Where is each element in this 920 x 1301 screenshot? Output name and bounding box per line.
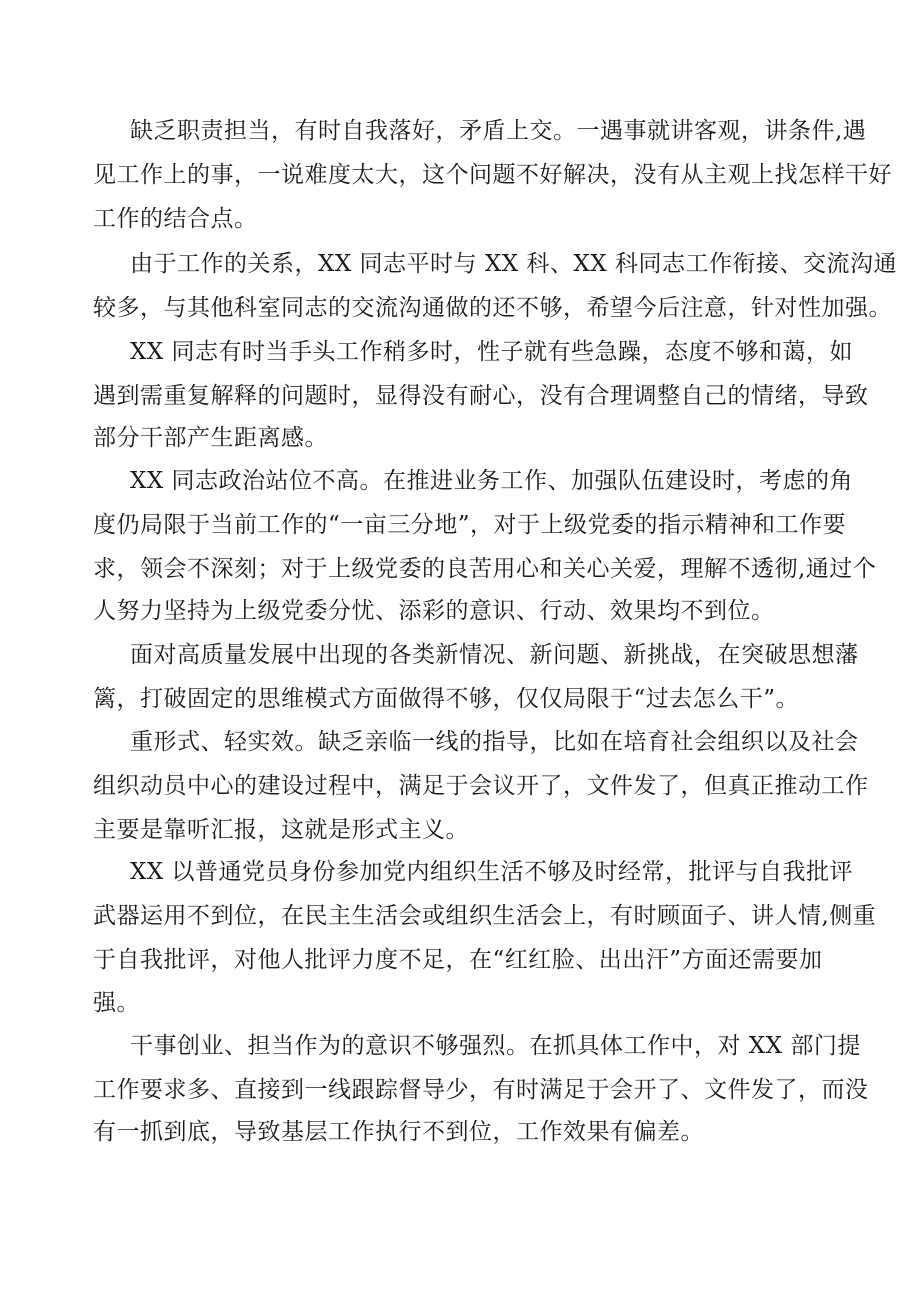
paragraph-1-line-3: 工作的结合点。 xyxy=(93,206,258,232)
paragraph-3-line-1: XX 同志有时当手头工作稍多时，性子就有些急躁，态度不够和蔼，如 xyxy=(130,339,854,365)
paragraph-4-line-2: 度仍局限于当前工作的“一亩三分地”，对于上级党委的指示精神和工作要 xyxy=(93,512,847,538)
paragraph-2-line-2: 较多，与其他科室同志的交流沟通做的还不够，希望今后注意，针对性加强。 xyxy=(93,295,892,321)
paragraph-6-line-1: 重形式、轻实效。缺乏亲临一线的指导，比如在培育社会组织以及社会 xyxy=(130,729,859,755)
paragraph-8-line-1: 干事创业、担当作为的意识不够强烈。在抓具体工作中，对 XX 部门提 xyxy=(130,1033,861,1059)
paragraph-7-line-2: 武器运用不到位，在民主生活会或组织生活会上，有时顾面子、讲人情,侧重 xyxy=(93,903,877,929)
paragraph-3-line-2: 遇到需重复解释的问题时，显得没有耐心，没有合理调整自己的情绪，导致 xyxy=(93,383,869,409)
paragraph-8-line-2: 工作要求多、直接到一线跟踪督导少，有时满足于会开了、文件发了，而没 xyxy=(93,1077,869,1103)
paragraph-4-line-3: 求，领会不深刻；对于上级党委的良苦用心和关心关爱，理解不透彻,通过个 xyxy=(93,556,877,582)
paragraph-7-line-1: XX 以普通党员身份参加党内组织生活不够及时经常，批评与自我批评 xyxy=(130,859,854,885)
paragraph-5-line-2: 篱，打破固定的思维模式方面做得不够，仅仅局限于“过去怎么干”。 xyxy=(93,686,800,712)
paragraph-8-line-3: 有一抓到底，导致基层工作执行不到位，工作效果有偏差。 xyxy=(93,1119,704,1145)
paragraph-1-line-2: 见工作上的事，一说难度太大，这个问题不好解决，没有从主观上找怎样干好 xyxy=(93,162,892,188)
paragraph-7-line-4: 强。 xyxy=(93,990,140,1016)
paragraph-4-line-4: 人努力坚持为上级党委分忧、添彩的意识、行动、效果均不到位。 xyxy=(93,598,775,624)
paragraph-5-line-1: 面对高质量发展中出现的各类新情况、新问题、新挑战，在突破思想藩 xyxy=(130,642,859,668)
paragraph-7-line-3: 于自我批评，对他人批评力度不足，在“红红脸、出出汗”方面还需要加 xyxy=(93,947,823,973)
paragraph-1-line-1: 缺乏职责担当，有时自我落好，矛盾上交。一遇事就讲客观，讲条件,遇 xyxy=(130,118,867,144)
paragraph-3-line-3: 部分干部产生距离感。 xyxy=(93,425,328,451)
paragraph-4-line-1: XX 同志政治站位不高。在推进业务工作、加强队伍建设时，考虑的角 xyxy=(130,468,854,494)
paragraph-6-line-2: 组织动员中心的建设过程中，满足于会议开了，文件发了，但真正推动工作 xyxy=(93,773,869,799)
paragraph-6-line-3: 主要是靠听汇报，这就是形式主义。 xyxy=(93,817,469,843)
paragraph-2-line-1: 由于工作的关系，XX 同志平时与 XX 科、XX 科同志工作衔接、交流沟通 xyxy=(130,251,897,277)
